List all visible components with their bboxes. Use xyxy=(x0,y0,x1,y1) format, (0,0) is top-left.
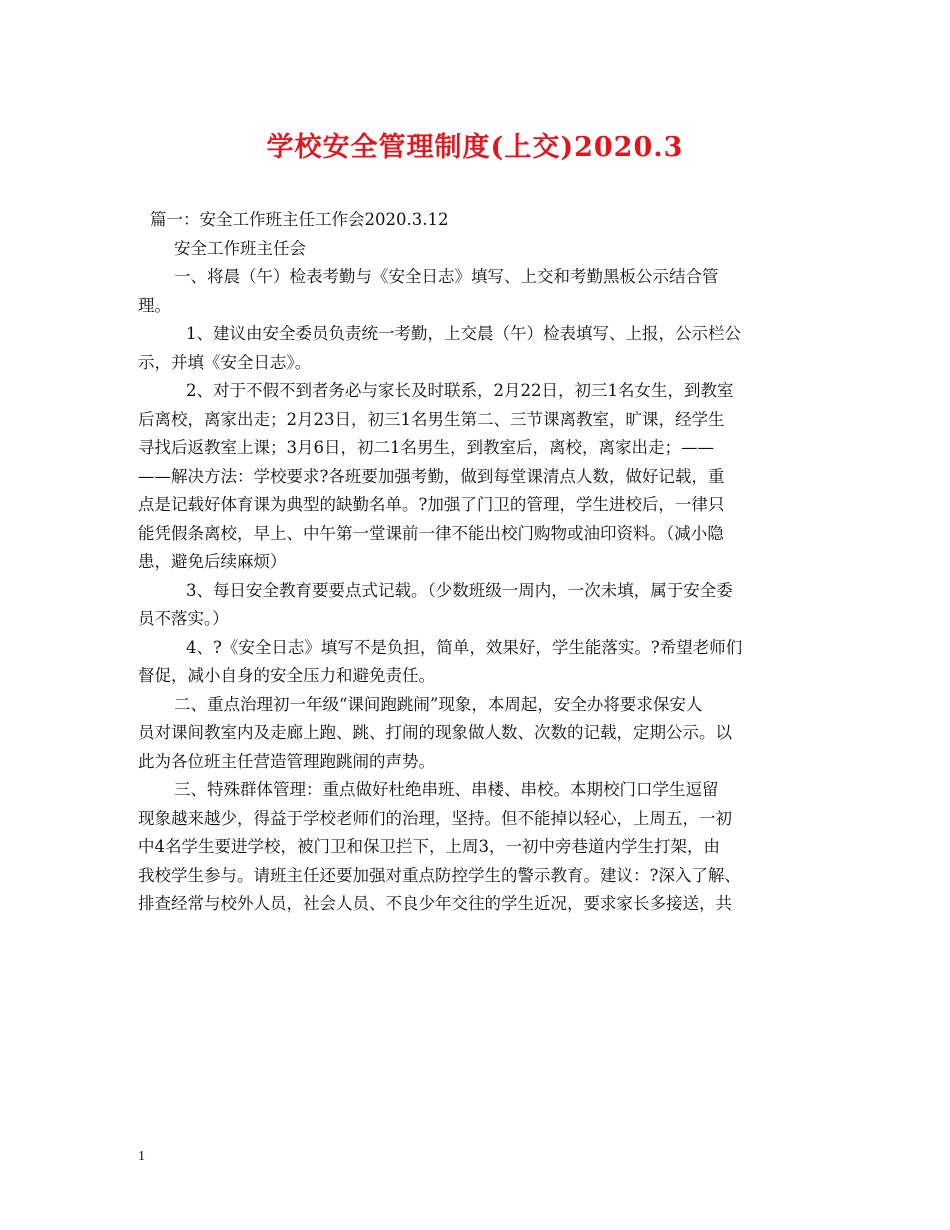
body-line: 理。 xyxy=(138,295,171,315)
body-line: 此为各位班主任营造管理跑跳闹的声势。 xyxy=(138,751,435,771)
body-line: 4、?《安全日志》填写不是负担，简单，效果好，学生能落实。?希望老师们 xyxy=(186,637,743,657)
body-line: 中4名学生要进学校，被门卫和保卫拦下，上周3，一初中旁巷道内学生打架，由 xyxy=(138,837,720,856)
document-title: 学校安全管理制度(上交)2020.3 xyxy=(266,132,684,163)
body-line: 能凭假条离校，早上、中午第一堂课前一律不能出校门购物或油印资料。（减小隐 xyxy=(138,523,724,543)
document-body xyxy=(138,206,818,919)
body-line: 现象越来越少，得益于学校老师们的治理，坚持。但不能掉以轻心，上周五，一初 xyxy=(138,808,732,828)
body-line: 三、特殊群体管理：重点做好杜绝串班、串楼、串校。本期校门口学生逗留 xyxy=(174,780,719,799)
body-line: 后离校，离家出走；2月23日，初三1名男生第二、三节课离教室，旷课，经学生 xyxy=(138,409,725,429)
body-line: 患，避免后续麻烦） xyxy=(138,552,287,571)
body-line: 排查经常与校外人员，社会人员、不良少年交往的学生近况，要求家长多接送，共 xyxy=(138,894,732,913)
page-number: 1 xyxy=(138,1149,145,1164)
body-line: 1、建议由安全委员负责统一考勤，上交晨（午）检表填写、上报，公示栏公 xyxy=(186,324,741,343)
body-line: 一、将晨（午）检表考勤与《安全日志》填写、上交和考勤黑板公示结合管 xyxy=(174,267,719,286)
body-line: 篇一：安全工作班主任工作会2020.3.12 xyxy=(150,210,449,229)
body-line: 3、每日安全教育要要点式记载。（少数班级一周内，一次未填，属于安全委 xyxy=(186,580,733,600)
body-line: 寻找后返教室上课；3月6日，初二1名男生，到教室后，离校，离家出走；—— xyxy=(138,438,714,457)
body-line: 员对课间教室内及走廊上跑、跳、打闹的现象做人数、次数的记载，定期公示。以 xyxy=(138,723,732,742)
body-line: 点是记载好体育课为典型的缺勤名单。?加强了门卫的管理，学生进校后，一律只 xyxy=(138,495,725,514)
body-line: 二、重点治理初一年级“课间跑跳闹”现象，本周起，安全办将要求保安人 xyxy=(174,694,703,714)
body-line: 安全工作班主任会 xyxy=(174,238,306,258)
body-line: ——解决方法：学校要求?各班要加强考勤，做到每堂课清点人数，做好记载，重 xyxy=(138,466,725,486)
body-line: 我校学生参与。请班主任还要加强对重点防控学生的警示教育。建议：?深入了解、 xyxy=(138,865,741,885)
body-line: 员不落实。） xyxy=(138,609,229,628)
body-line: 2、对于不假不到者务必与家长及时联系，2月22日，初三1名女生，到教室 xyxy=(186,381,734,400)
body-line: 示，并填《安全日志》。 xyxy=(138,352,312,372)
body-line: 督促，减小自身的安全压力和避免责任。 xyxy=(138,666,435,685)
